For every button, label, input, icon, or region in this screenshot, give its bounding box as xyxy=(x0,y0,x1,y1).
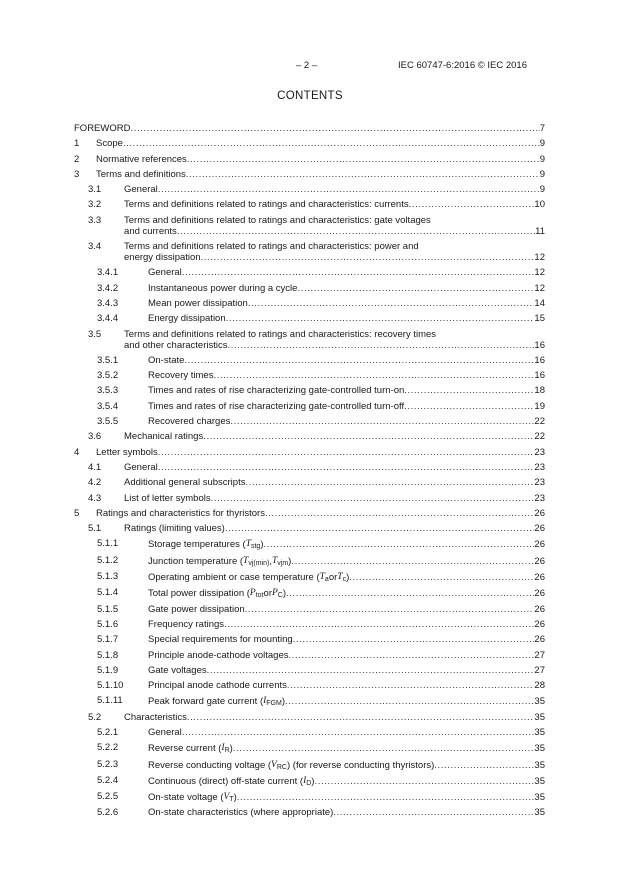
toc-entry-title: Additional general subscripts xyxy=(124,477,246,489)
toc-entry[interactable] xyxy=(74,215,545,237)
toc-dot-leader xyxy=(226,313,535,324)
toc-entry-number: 4.1 xyxy=(88,461,102,473)
toc-entry-number: 5.1.1 xyxy=(97,538,119,550)
toc-entry-number: 3.4.1 xyxy=(97,267,119,279)
toc-entry-symbol: $V_{RC}$ xyxy=(271,759,287,771)
contents-title: CONTENTS xyxy=(277,90,343,102)
toc-entry-number: 3.5.2 xyxy=(97,370,119,382)
toc-entry-page: 7 xyxy=(539,123,545,134)
toc-entry-title: On-state characteristics (where appropriate) xyxy=(148,807,334,819)
toc-entry[interactable] xyxy=(74,385,545,396)
toc-entry-number: 3.5.4 xyxy=(97,400,119,412)
toc-entry-title: Terms and definitions related to ratings and characteristics: recovery times xyxy=(124,328,437,340)
toc-entry-symbol: $P_C$ xyxy=(271,588,283,600)
toc-entry[interactable] xyxy=(74,555,545,567)
toc-entry-page: 26 xyxy=(534,555,545,567)
toc-entry-title: Continuous (direct) off-state current ( xyxy=(148,775,304,787)
toc-entry-number: 3.5.1 xyxy=(97,354,119,366)
toc-dot-leader xyxy=(409,199,535,210)
toc-dot-leader xyxy=(184,355,534,366)
toc-entry[interactable] xyxy=(74,791,545,803)
toc-entry-page: 35 xyxy=(534,807,545,819)
standard-reference-header: IEC 60747-6:2016 © IEC 2016 xyxy=(398,60,528,71)
toc-entry-page: 35 xyxy=(534,696,545,708)
toc-dot-leader xyxy=(245,604,535,615)
toc-entry-page: 9 xyxy=(539,184,545,196)
toc-dot-leader xyxy=(158,462,535,473)
toc-entry[interactable] xyxy=(74,604,545,615)
toc-entry-page: 23 xyxy=(534,477,545,489)
toc-entry-page: 9 xyxy=(539,138,545,150)
toc-entry-title: Recovered charges xyxy=(148,416,231,428)
toc-entry-number: 5.1.4 xyxy=(97,587,119,599)
toc-dot-leader xyxy=(291,556,534,567)
toc-entry-number: 5.1.2 xyxy=(97,554,119,566)
toc-entry-title: On-state voltage ( xyxy=(148,792,224,804)
toc-entry[interactable] xyxy=(74,370,545,381)
toc-entry-title: Letter symbols xyxy=(96,446,158,458)
toc-entry-number: 5.2.6 xyxy=(97,807,119,819)
toc-entry-page: 16 xyxy=(534,354,545,366)
toc-entry-page: 26 xyxy=(534,523,545,535)
toc-entry-page: 35 xyxy=(534,726,545,738)
toc-entry-symbol: $I_R$ xyxy=(221,743,230,755)
toc-dot-leader xyxy=(225,523,535,534)
toc-entry-title: Ratings (limiting values) xyxy=(124,523,225,535)
toc-entry-title: Principle anode-cathode voltages xyxy=(148,649,289,661)
toc-entry-number: 3.5.3 xyxy=(97,385,119,397)
toc-entry-title: Operating ambient or case temperature ( xyxy=(148,572,320,584)
toc-entry-title-tail: ) xyxy=(233,792,237,804)
toc-entry-title: Storage temperatures ( xyxy=(148,539,246,551)
toc-entry-number: 3.3 xyxy=(88,214,102,226)
toc-entry-number: 3.4.2 xyxy=(97,282,119,294)
toc-entry[interactable] xyxy=(74,329,545,351)
toc-entry[interactable] xyxy=(74,665,545,676)
toc-entry-title-continued: energy dissipation xyxy=(124,252,201,264)
toc-entry-number: 3.4.3 xyxy=(97,297,119,309)
toc-entry-number: 5.1.5 xyxy=(97,603,119,615)
toc-entry[interactable] xyxy=(74,587,545,599)
toc-entry-page: 26 xyxy=(534,572,545,584)
page-number-header: – 2 – xyxy=(296,60,318,71)
toc-entry[interactable] xyxy=(74,523,545,534)
toc-entry-page: 23 xyxy=(534,461,545,473)
toc-dot-leader xyxy=(287,680,535,691)
toc-entry-number: 5.2.2 xyxy=(97,742,119,754)
toc-entry-number: 3.5 xyxy=(88,328,102,340)
toc-entry-title: Recovery times xyxy=(148,370,214,382)
toc-entry[interactable] xyxy=(74,759,545,771)
toc-entry[interactable] xyxy=(74,571,545,583)
toc-entry-page: 16 xyxy=(534,370,545,382)
toc-entry-title-tail: ) (for reverse conducting thyristors) xyxy=(286,759,435,771)
toc-entry-title: Energy dissipation xyxy=(148,313,226,325)
toc-entry-page: 23 xyxy=(534,492,545,504)
toc-entry-page: 14 xyxy=(534,297,545,309)
toc-dot-leader xyxy=(286,588,534,599)
toc-entry-number: 5.2.4 xyxy=(97,774,119,786)
toc-entry-separator: , xyxy=(269,555,272,567)
toc-entry-title: On-state xyxy=(148,354,185,366)
toc-entry[interactable] xyxy=(74,154,545,165)
toc-dot-leader xyxy=(177,226,535,237)
toc-entry-page: 12 xyxy=(534,282,545,294)
toc-dot-leader xyxy=(228,340,535,351)
toc-dot-leader xyxy=(248,298,535,309)
toc-entry-number: 5 xyxy=(74,507,80,519)
toc-dot-leader xyxy=(288,650,534,661)
toc-entry-number: 3 xyxy=(74,168,80,180)
toc-entry-title: FOREWORD xyxy=(74,123,131,134)
toc-entry[interactable] xyxy=(74,727,545,738)
toc-dot-leader xyxy=(213,370,534,381)
toc-entry-title: General xyxy=(124,461,158,473)
toc-dot-leader xyxy=(224,619,534,630)
toc-entry[interactable] xyxy=(74,169,545,180)
toc-entry-number: 4.3 xyxy=(88,492,102,504)
toc-entry-page: 9 xyxy=(539,153,545,165)
toc-entry[interactable] xyxy=(74,267,545,278)
toc-entry-number: 4.2 xyxy=(88,477,102,489)
toc-entry-page: 35 xyxy=(534,792,545,804)
toc-entry-number: 3.4 xyxy=(88,241,102,253)
toc-entry-page: 35 xyxy=(534,743,545,755)
toc-dot-leader xyxy=(293,634,535,645)
toc-entry[interactable] xyxy=(74,199,545,210)
toc-entry-number: 5.1.11 xyxy=(97,695,123,707)
toc-entry-page: 23 xyxy=(534,446,545,458)
toc-entry[interactable] xyxy=(74,241,545,263)
toc-entry-title-continued: and currents xyxy=(124,225,177,237)
toc-entry[interactable] xyxy=(74,493,545,504)
toc-entry-title: General xyxy=(124,184,158,196)
toc-dot-leader xyxy=(130,123,539,134)
toc-entry-page: 27 xyxy=(534,649,545,661)
toc-entry-number: 5.1.6 xyxy=(97,618,119,630)
toc-entry-page: 26 xyxy=(534,588,545,600)
toc-entry[interactable] xyxy=(74,355,545,366)
toc-entry-separator: or xyxy=(328,572,338,584)
toc-dot-leader xyxy=(203,431,534,442)
toc-entry-title: Scope xyxy=(96,138,123,150)
toc-entry[interactable] xyxy=(74,477,545,488)
toc-entry-title: Reverse current ( xyxy=(148,743,222,755)
toc-entry-number: 5.1 xyxy=(88,523,102,535)
toc-entry[interactable] xyxy=(74,538,545,550)
toc-entry[interactable] xyxy=(74,634,545,645)
toc-entry[interactable] xyxy=(74,184,545,195)
toc-entry[interactable] xyxy=(74,283,545,294)
toc-entry-title-tail: ) xyxy=(346,572,350,584)
toc-entry-number: 2 xyxy=(74,153,80,165)
toc-dot-leader xyxy=(297,283,534,294)
toc-entry[interactable] xyxy=(74,742,545,754)
toc-entry-page: 35 xyxy=(534,759,545,771)
toc-dot-leader xyxy=(314,776,534,787)
toc-entry-number: 5.2 xyxy=(88,711,102,723)
toc-dot-leader xyxy=(434,760,534,771)
toc-entry-number: 3.1 xyxy=(88,184,102,196)
toc-entry-title: General xyxy=(148,726,182,738)
toc-entry-title: Instantaneous power during a cycle xyxy=(148,282,298,294)
toc-entry-title: Terms and definitions related to ratings and characteristics: power and xyxy=(124,241,419,253)
toc-entry[interactable] xyxy=(74,462,545,473)
toc-entry-title: Gate voltages xyxy=(148,664,207,676)
toc-entry-page: 16 xyxy=(534,339,545,351)
toc-entry-title: Normative references xyxy=(96,153,187,165)
toc-entry[interactable] xyxy=(74,313,545,324)
toc-entry[interactable] xyxy=(74,447,545,458)
toc-entry[interactable] xyxy=(74,695,545,707)
toc-entry-symbol: $V_T$ xyxy=(223,792,234,804)
toc-entry-title-tail: ) xyxy=(229,743,233,755)
toc-entry-number: 5.1.3 xyxy=(97,571,119,583)
toc-dot-leader xyxy=(245,477,534,488)
toc-dot-leader xyxy=(230,416,534,427)
toc-entry-symbol: $T_{vj(min)}$ xyxy=(243,555,270,567)
toc-entry-page: 28 xyxy=(534,680,545,692)
toc-dot-leader xyxy=(233,743,535,754)
toc-entry-page: 26 xyxy=(534,618,545,630)
toc-entry-title: Reverse conducting voltage ( xyxy=(148,759,272,771)
toc-entry-title: Terms and definitions related to ratings and characteristics: gate voltages xyxy=(124,214,431,226)
toc-dot-leader xyxy=(333,807,534,818)
toc-entry-number: 3.6 xyxy=(88,431,102,443)
toc-entry-title: Gate power dissipation xyxy=(148,603,245,615)
toc-entry-page: 19 xyxy=(534,400,545,412)
toc-dot-leader xyxy=(187,712,535,723)
toc-entry-title: Total power dissipation ( xyxy=(148,588,250,600)
toc-entry[interactable] xyxy=(74,401,545,412)
toc-entry-title-tail: ) xyxy=(288,555,292,567)
toc-entry-number: 5.2.3 xyxy=(97,758,119,770)
toc-entry-page: 12 xyxy=(534,267,545,279)
toc-entry-number: 3.4.4 xyxy=(97,313,119,325)
toc-entry-page: 12 xyxy=(534,252,545,264)
toc-entry-title: Terms and definitions xyxy=(96,168,186,180)
toc-entry-page: 26 xyxy=(534,634,545,646)
toc-entry-page: 22 xyxy=(534,416,545,428)
toc-entry-number: 1 xyxy=(74,138,80,150)
toc-dot-leader xyxy=(158,447,535,458)
toc-entry-title: General xyxy=(148,267,182,279)
toc-entry-title: List of letter symbols xyxy=(124,492,211,504)
toc-entry-page: 26 xyxy=(534,539,545,551)
toc-entry-number: 3.2 xyxy=(88,199,102,211)
toc-entry-title: Peak forward gate current ( xyxy=(148,696,264,708)
toc-entry-title-tail: ) xyxy=(311,775,315,787)
toc-entry-title: Special requirements for mounting xyxy=(148,634,293,646)
toc-entry-page: 15 xyxy=(534,313,545,325)
toc-entry-number: 4 xyxy=(74,446,80,458)
toc-entry-page: 35 xyxy=(534,711,545,723)
toc-entry-page: 18 xyxy=(534,385,545,397)
toc-dot-leader xyxy=(237,792,535,803)
toc-entry-symbol: $T_{stg}$ xyxy=(245,539,261,551)
toc-entry-number: 5.1.10 xyxy=(97,680,124,692)
toc-entry-title-continued: and other characteristics xyxy=(124,339,228,351)
toc-entry-separator: or xyxy=(263,588,272,600)
toc-entry-number: 5.1.7 xyxy=(97,634,119,646)
toc-entry[interactable] xyxy=(74,712,545,723)
toc-entry-title: Junction temperature ( xyxy=(148,555,244,567)
toc-entry-number: 3.5.5 xyxy=(97,416,119,428)
toc-entry-symbol: $P_{tot}$ xyxy=(249,588,264,600)
toc-entry-page: 22 xyxy=(534,431,545,443)
toc-dot-leader xyxy=(201,252,535,263)
toc-dot-leader xyxy=(182,727,535,738)
toc-dot-leader xyxy=(404,385,534,396)
toc-entry-title: Times and rates of rise characterizing gate-controlled turn-on xyxy=(148,385,405,397)
toc-entry[interactable] xyxy=(74,416,545,427)
toc-entry-number: 5.2.1 xyxy=(97,726,119,738)
toc-entry-title: Times and rates of rise characterizing gate-controlled turn-off xyxy=(148,400,405,412)
toc-entry-title-tail: ) xyxy=(282,588,287,600)
toc-entry-number: 5.2.5 xyxy=(97,791,119,803)
toc-entry-number: 5.1.8 xyxy=(97,649,119,661)
toc-entry-symbol: $T_c$ xyxy=(337,572,347,584)
toc-dot-leader xyxy=(264,539,535,550)
toc-dot-leader xyxy=(158,184,540,195)
toc-entry-symbol: $T_a$ xyxy=(319,572,329,584)
toc-entry-symbol: $I_D$ xyxy=(303,775,312,787)
toc-dot-leader xyxy=(404,401,534,412)
toc-entry-title: Frequency ratings xyxy=(148,618,225,630)
toc-dot-leader xyxy=(207,665,535,676)
toc-entry[interactable] xyxy=(74,298,545,309)
toc-entry-title-tail: ) xyxy=(281,696,286,708)
toc-dot-leader xyxy=(285,696,534,707)
toc-entry[interactable] xyxy=(74,431,545,442)
toc-entry-title: Principal anode cathode currents xyxy=(148,680,287,692)
toc-dot-leader xyxy=(349,572,534,583)
toc-entry-title-tail: ) xyxy=(260,539,264,551)
toc-dot-leader xyxy=(211,493,535,504)
table-of-contents xyxy=(74,123,545,823)
toc-entry-symbol: $T_{vjm}$ xyxy=(271,555,289,567)
toc-entry-page: 26 xyxy=(534,507,545,519)
toc-entry[interactable] xyxy=(74,775,545,787)
toc-entry-page: 10 xyxy=(534,199,545,211)
toc-entry-page: 9 xyxy=(539,168,545,180)
toc-dot-leader xyxy=(123,138,540,149)
toc-entry[interactable] xyxy=(74,123,545,134)
toc-entry-title: Mean power dissipation xyxy=(148,297,248,309)
toc-entry-page: 11 xyxy=(535,225,545,237)
toc-entry[interactable] xyxy=(74,508,545,519)
toc-entry-page: 26 xyxy=(534,603,545,615)
toc-entry[interactable] xyxy=(74,619,545,630)
toc-entry-number: 5.1.9 xyxy=(97,664,119,676)
toc-entry-title: Mechanical ratings xyxy=(124,431,204,443)
toc-entry-title: Terms and definitions related to ratings and characteristics: currents xyxy=(124,199,409,211)
toc-dot-leader xyxy=(182,267,535,278)
toc-entry-title: Characteristics xyxy=(124,711,187,723)
toc-dot-leader xyxy=(186,169,540,180)
toc-entry[interactable] xyxy=(74,680,545,691)
toc-entry-page: 35 xyxy=(534,775,545,787)
toc-dot-leader xyxy=(265,508,534,519)
toc-entry-page: 27 xyxy=(534,664,545,676)
toc-entry[interactable] xyxy=(74,650,545,661)
toc-entry[interactable] xyxy=(74,807,545,818)
toc-dot-leader xyxy=(187,154,540,165)
toc-entry-title: Ratings and characteristics for thyristors xyxy=(96,507,265,519)
toc-entry[interactable] xyxy=(74,138,545,149)
toc-entry-symbol: $I_{FGM}$ xyxy=(263,696,282,708)
